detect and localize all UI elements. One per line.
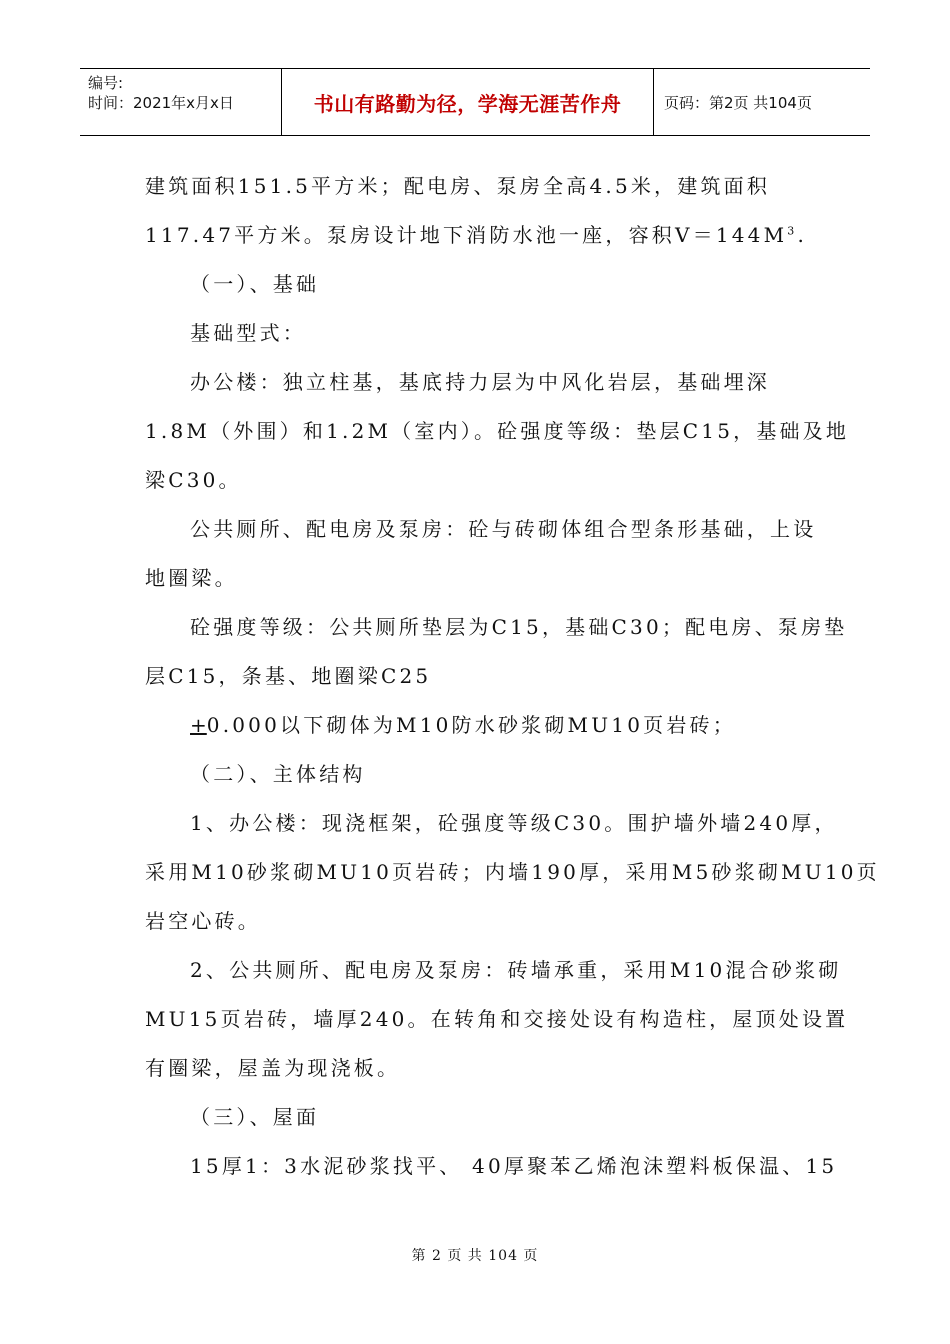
time-label: 时间：2021年x月x日 <box>88 94 234 112</box>
header-motto-cell <box>282 69 654 135</box>
body-line: 层C15，条基、地圈梁C25 <box>145 664 432 688</box>
body-line: 梁C30。 <box>145 468 242 492</box>
body-line <box>145 213 807 262</box>
body-line: 办公楼：独立柱基，基底持力层为中风化岩层，基础埋深 <box>190 370 770 394</box>
section-heading: （二）、主体结构 <box>190 762 366 786</box>
body-line <box>145 703 807 752</box>
superscript: 3 <box>787 224 798 238</box>
body-line: 1、办公楼：现浇框架，砼强度等级C30。围护墙外墙240厚， <box>190 811 838 835</box>
body-line: 地圈梁。 <box>145 566 238 590</box>
page-label: 页码：第2页 共104页 <box>664 93 812 112</box>
document-header <box>80 68 870 136</box>
body-line: 基础型式： <box>190 321 306 345</box>
body-line: 2、公共厕所、配电房及泵房：砖墙承重，采用M10混合砂浆砌 <box>190 958 842 982</box>
document-body <box>145 164 880 1193</box>
body-line: MU15页岩砖，墙厚240。在转角和交接处设有构造柱，屋顶处设置 <box>145 1007 849 1031</box>
section-heading: （三）、屋面 <box>190 1105 320 1129</box>
body-line: 15厚1：3水泥砂浆找平、 40厚聚苯乙烯泡沫塑料板保温、15 <box>190 1154 838 1178</box>
body-line: 岩空心砖。 <box>145 909 261 933</box>
body-line: 采用M10砂浆砌MU10页岩砖；内墙190厚，采用M5砂浆砌MU10页 <box>145 860 880 884</box>
header-page-cell <box>654 69 870 135</box>
body-text: 117.47平方米。泵房设计地下消防水池一座，容积V＝144M <box>145 223 788 247</box>
plus-minus-sign: + <box>190 713 207 737</box>
body-text: 0.000以下砌体为M10防水砂浆砌MU10页岩砖； <box>206 713 736 737</box>
number-label: 编号: <box>88 74 124 92</box>
page-footer: 第 2 页 共 104 页 <box>411 1248 539 1264</box>
body-text: . <box>797 223 808 247</box>
body-line: 建筑面积151.5平方米；配电房、泵房全高4.5米，建筑面积 <box>145 174 771 198</box>
body-line: 公共厕所、配电房及泵房：砼与砖砌体组合型条形基础，上设 <box>190 517 817 541</box>
body-line: 1.8M（外围）和1.2M（室内）。砼强度等级：垫层C15，基础及地 <box>145 419 850 443</box>
header-meta-cell <box>80 69 282 135</box>
motto-text: 书山有路勤为径，学海无涯苦作舟 <box>313 91 622 116</box>
section-heading: （一）、基础 <box>190 272 320 296</box>
body-line: 有圈梁，屋盖为现浇板。 <box>145 1056 401 1080</box>
body-line: 砼强度等级：公共厕所垫层为C15，基础C30；配电房、泵房垫 <box>190 615 848 639</box>
